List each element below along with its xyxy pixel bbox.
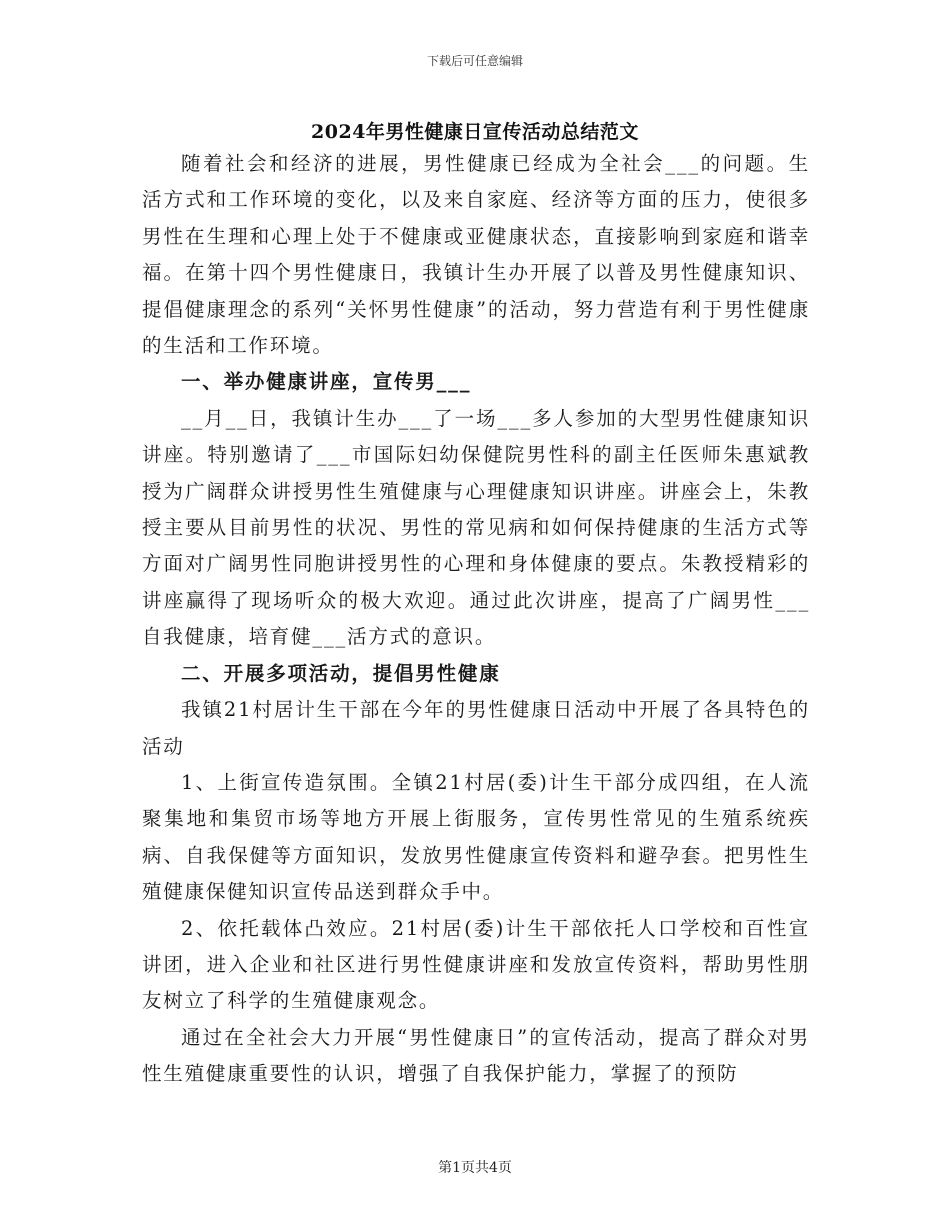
header-note: 下载后可任意编辑: [426, 54, 523, 68]
section-heading-2: 二、开展多项活动，提倡男性健康: [181, 661, 501, 685]
activity-item-1: 1、上街宣传造氛围。全镇21村居(委)计生干部分成四组，在人流聚集地和集贸市场等地方开展上街服务，宣传男性常见的生殖系统疾病、自我保健等方面知识，发放男性健康宣传资料和避孕套。把男性生殖健康保健知识宣传品送到群众手中。: [142, 770, 810, 904]
activities-intro-paragraph: 我镇21村居计生干部在今年的男性健康日活动中开展了各具特色的活动: [142, 698, 810, 758]
section-heading-1: 一、举办健康讲座，宣传男___: [181, 370, 472, 394]
intro-paragraph: 随着社会和经济的进展，男性健康已经成为全社会___的问题。生活方式和工作环境的变化，以及来自家庭、经济等方面的压力，使很多男性在生理和心理上处于不健康或亚健康状态，直接影响到家庭和谐幸福。在第十四个男性健康日，我镇计生办开展了以普及男性健康知识、提倡健康理念的系列“关怀男性健康”的活动，努力营造有利于男性健康的生活和工作环境。: [142, 152, 810, 358]
activity-item-2: 2、依托载体凸效应。21村居(委)计生干部依托人口学校和百性宣讲团，进入企业和社区进行男性健康讲座和发放宣传资料，帮助男性朋友树立了科学的生殖健康观念。: [142, 916, 810, 1013]
document-body: [142, 146, 810, 1093]
document-title: 2024年男性健康日宣传活动总结范文: [311, 121, 639, 143]
page-footer: 第1页共4页: [438, 1160, 512, 1176]
conclusion-paragraph: 通过在全社会大力开展“男性健康日”的宣传活动，提高了群众对男性生殖健康重要性的认识，增强了自我保护能力，掌握了的预防: [142, 1025, 810, 1086]
lecture-paragraph: __月__日，我镇计生办___了一场___多人参加的大型男性健康知识讲座。特别邀请了___市国际妇幼保健院男性科的副主任医师朱惠斌教授为广阔群众讲授男性生殖健康与心理健康知识讲座。讲座会上，朱教授主要从目前男性的状况、男性的常见病和如何保持健康的生活方式等方面对广阔男性同胞讲授男性的心理和身体健康的要点。朱教授精彩的讲座赢得了现场听众的极大欢迎。通过此次讲座，提高了广阔男性___自我健康，培育健___活方式的意识。: [142, 406, 810, 649]
